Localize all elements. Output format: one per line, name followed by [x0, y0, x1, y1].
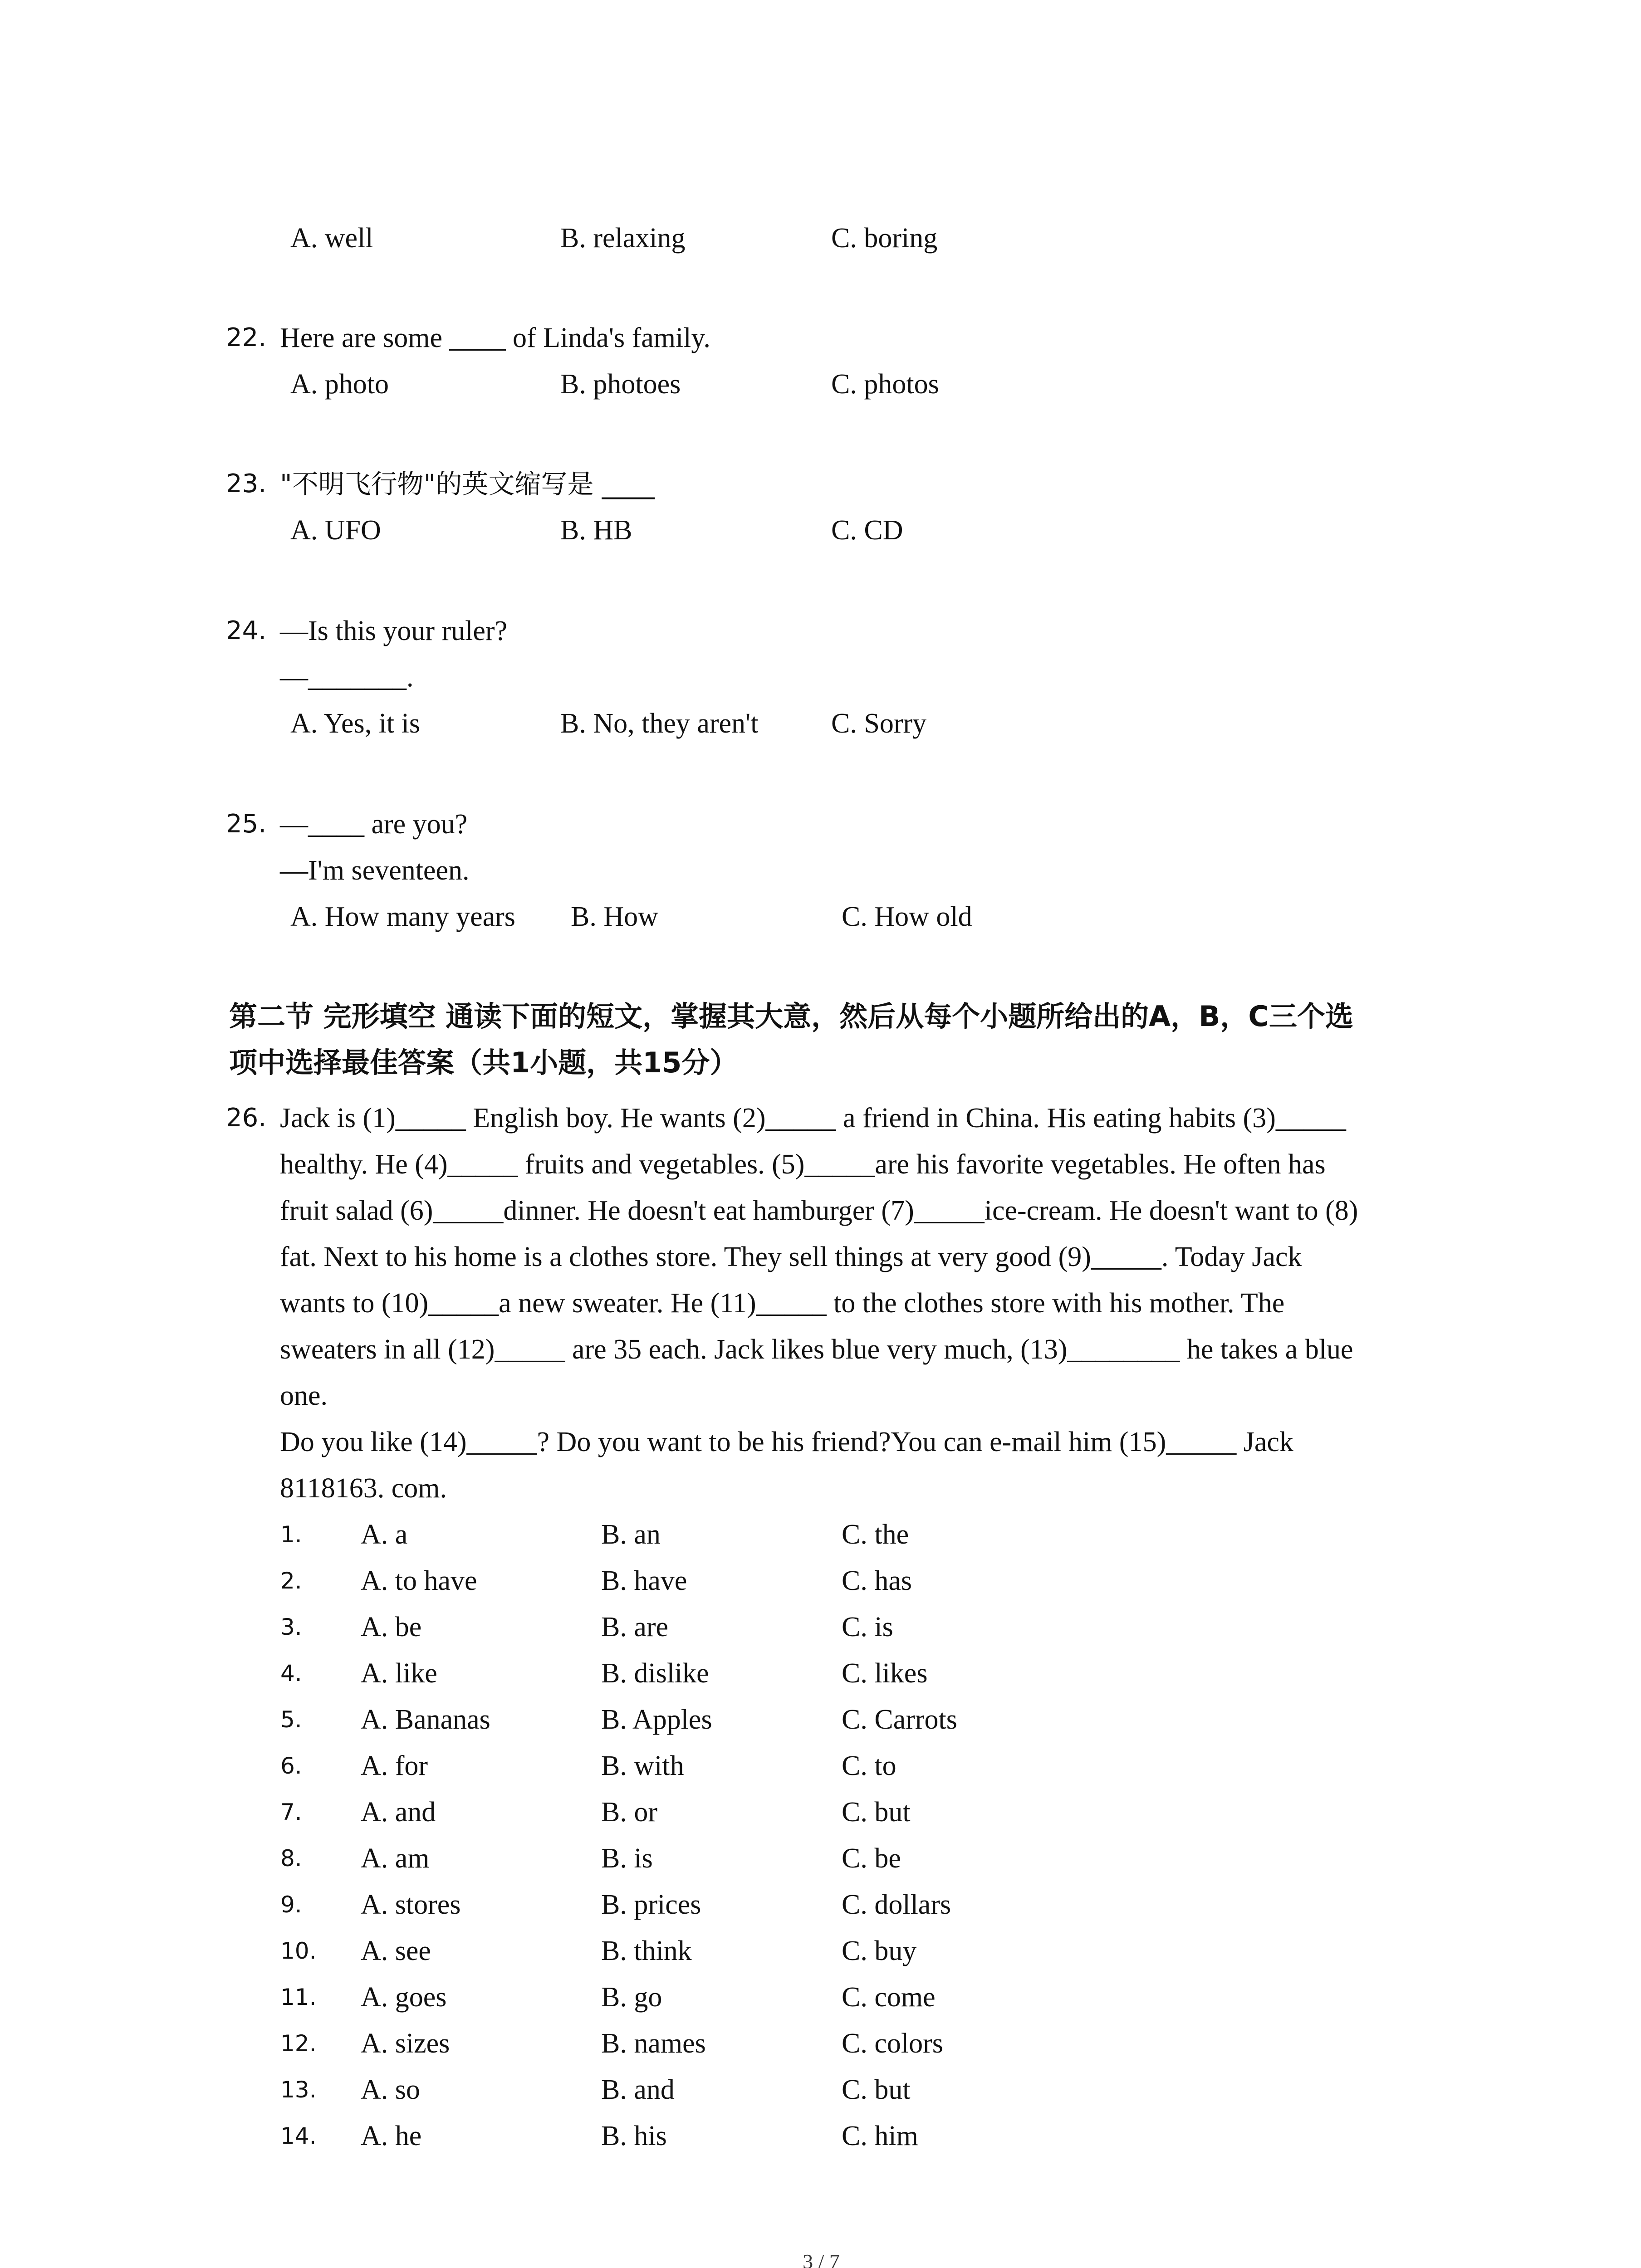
item-number: 6. — [280, 1753, 302, 1779]
q24-line-1: —Is this your ruler? — [280, 616, 508, 646]
option-c: C. the — [842, 1519, 909, 1550]
option-c: C. colors — [842, 2028, 943, 2059]
option-a: A. am — [361, 1843, 430, 1874]
passage-line: sweaters in all (12)_____ are 35 each. Jack likes blue very much, (13)________ he takes a blue — [280, 1334, 1353, 1365]
passage-line: one. — [280, 1380, 328, 1411]
option-c: C. to — [842, 1750, 896, 1781]
q23-number: 23. — [226, 469, 267, 499]
q23-stem: "不明飞行物"的英文缩写是 ____ — [280, 469, 655, 499]
option-c: C. come — [842, 1982, 936, 2013]
option-c: C. likes — [842, 1658, 928, 1689]
option-a: A. Bananas — [361, 1704, 490, 1735]
option-c: C. be — [842, 1843, 901, 1874]
passage-line: fat. Next to his home is a clothes store. They sell things at very good (9)_____. Today Jack — [280, 1242, 1302, 1272]
item-number: 1. — [280, 1521, 302, 1548]
q21-option-b: B. relaxing — [560, 223, 686, 254]
q25-option-c: C. How old — [842, 901, 972, 932]
page-number: 3 / 7 — [803, 2250, 840, 2268]
item-number: 14. — [280, 2123, 317, 2149]
section-heading-line-2: 项中选择最佳答案（共1小题，共15分） — [229, 1046, 738, 1079]
q22-option-a: A. photo — [290, 369, 389, 400]
q24-number: 24. — [226, 616, 267, 645]
option-c: C. buy — [842, 1936, 917, 1966]
option-b: B. dislike — [601, 1658, 709, 1689]
item-number: 4. — [280, 1660, 302, 1686]
option-c: C. but — [842, 2074, 911, 2105]
option-b: B. go — [601, 1982, 662, 2013]
item-number: 10. — [280, 1938, 317, 1964]
q23-option-b: B. HB — [560, 515, 632, 546]
passage-line: 8118163. com. — [280, 1473, 447, 1504]
option-a: A. to have — [361, 1565, 477, 1596]
q24-line-2: —_______. — [280, 662, 414, 693]
option-a: A. he — [361, 2121, 422, 2151]
option-c: C. but — [842, 1797, 911, 1828]
option-b: B. with — [601, 1750, 684, 1781]
q25-option-b: B. How — [571, 901, 658, 932]
q21-option-c: C. boring — [831, 223, 938, 254]
passage-line: Do you like (14)_____? Do you want to be his friend?You can e-mail him (15)_____ Jack — [280, 1427, 1293, 1457]
q22-number: 22. — [226, 323, 267, 352]
option-a: A. sizes — [361, 2028, 450, 2059]
option-b: B. have — [601, 1565, 687, 1596]
q26-number: 26. — [226, 1103, 267, 1133]
option-c: C. Carrots — [842, 1704, 957, 1735]
q24-option-c: C. Sorry — [831, 708, 927, 739]
q25-number: 25. — [226, 809, 267, 839]
section-heading-line-1: 第二节 完形填空 通读下面的短文，掌握其大意，然后从每个小题所给出的A，B，C三个选 — [229, 1000, 1353, 1033]
q23-option-c: C. CD — [831, 515, 903, 546]
option-a: A. see — [361, 1936, 431, 1966]
option-a: A. and — [361, 1797, 436, 1828]
q22-option-c: C. photos — [831, 369, 939, 400]
item-number: 5. — [280, 1706, 302, 1733]
option-b: B. and — [601, 2074, 675, 2105]
item-number: 9. — [280, 1892, 302, 1918]
option-a: A. stores — [361, 1889, 461, 1920]
q23-option-a: A. UFO — [290, 515, 381, 546]
option-a: A. goes — [361, 1982, 447, 2013]
option-b: B. prices — [601, 1889, 701, 1920]
q25-line-2: —I'm seventeen. — [280, 855, 470, 886]
option-b: B. is — [601, 1843, 653, 1874]
passage-line: wants to (10)_____a new sweater. He (11)_____ to the clothes store with his mother. The — [280, 1288, 1285, 1319]
option-b: B. an — [601, 1519, 661, 1550]
option-b: B. are — [601, 1612, 669, 1642]
option-c: C. him — [842, 2121, 918, 2151]
option-b: B. Apples — [601, 1704, 712, 1735]
item-number: 2. — [280, 1568, 302, 1594]
option-a: A. so — [361, 2074, 420, 2105]
option-b: B. think — [601, 1936, 692, 1966]
passage-line: healthy. He (4)_____ fruits and vegetables. (5)_____are his favorite vegetables. He often has — [280, 1149, 1326, 1180]
q25-line-1: —____ are you? — [280, 809, 468, 840]
q25-option-a: A. How many years — [290, 901, 515, 932]
q22-option-b: B. photoes — [560, 369, 681, 400]
option-c: C. is — [842, 1612, 893, 1642]
option-a: A. like — [361, 1658, 437, 1689]
passage-line: fruit salad (6)_____dinner. He doesn't eat hamburger (7)_____ice-cream. He doesn't want to (8) — [280, 1195, 1358, 1226]
option-a: A. for — [361, 1750, 428, 1781]
item-number: 7. — [280, 1799, 302, 1825]
q21-option-a: A. well — [290, 223, 373, 254]
option-c: C. dollars — [842, 1889, 951, 1920]
option-b: B. or — [601, 1797, 657, 1828]
item-number: 11. — [280, 1984, 317, 2010]
option-a: A. be — [361, 1612, 422, 1642]
option-b: B. his — [601, 2121, 667, 2151]
option-b: B. names — [601, 2028, 706, 2059]
item-number: 8. — [280, 1845, 302, 1872]
option-c: C. has — [842, 1565, 912, 1596]
q22-stem: Here are some ____ of Linda's family. — [280, 323, 710, 353]
item-number: 3. — [280, 1614, 302, 1640]
option-a: A. a — [361, 1519, 408, 1550]
q24-option-b: B. No, they aren't — [560, 708, 759, 739]
item-number: 12. — [280, 2030, 317, 2057]
q24-option-a: A. Yes, it is — [290, 708, 420, 739]
passage-line: Jack is (1)_____ English boy. He wants (2)_____ a friend in China. His eating habits (3)_____ — [280, 1103, 1346, 1134]
item-number: 13. — [280, 2077, 317, 2103]
